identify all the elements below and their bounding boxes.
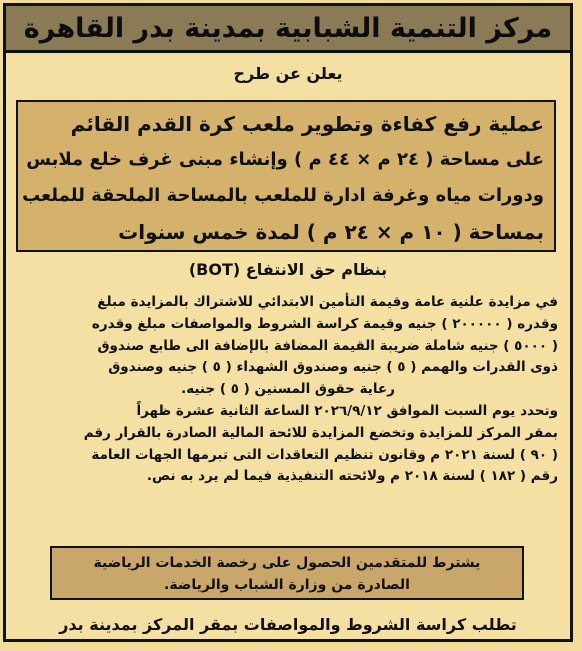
details-line: رقم ( ١٨٢ ) لسنة ٢٠١٨ م ولائحته التنفيذية فيما لم يرد به نص. — [146, 468, 558, 485]
details-line: وتحدد يوم السبت الموافق ٢٠٢٦/٩/١٢ الساعة الثانية عشرة ظهراً — [136, 402, 558, 419]
condition-line: يشترط للمتقدمين الحصول على رخصة الخدمات الرياضية — [93, 555, 481, 571]
details-line: وقدره ( ٢٠٠٠٠٠ ) جنيه وقيمة كراسة الشروط والمواصفات مبلغ وقدره — [91, 315, 558, 332]
condition-line: الصادرة من وزارة الشباب والرياضة. — [164, 577, 410, 593]
details-line: ( ٩٠ ) لسنة ٢٠٢١ م وقانون تنظيم التعاقدات التى تبرمها الجهات العامة — [91, 446, 558, 463]
footer-note: تطلب كراسة الشروط والمواصفات بمقر المركز بمدينة بدر — [59, 615, 517, 634]
contract-system: بنظام حق الانتفاع (BOT) — [188, 260, 388, 279]
details-line: ( ٥٠٠٠ ) جنيه شاملة ضريبة القيمة المضافة بالإضافة الى طابع صندوق — [97, 337, 558, 354]
details-line: رعاية حقوق المسنين ( ٥ ) جنيه. — [181, 381, 395, 398]
subject-line: عملية رفع كفاءة وتطوير ملعب كرة القدم القائم — [70, 112, 544, 136]
details-line: في مزايدة علنية عامة وقيمة التأمين الابتدائي للاشتراك بالمزايدة مبلغ — [97, 294, 558, 310]
advertisement — [3, 3, 573, 642]
subject-line: بمساحة ( ١٠ م × ٢٤ م ) لمدة خمس سنوات — [118, 220, 544, 244]
details-line: ذوى القدرات والهمم ( ٥ ) جنيه وصندوق الشهداء ( ٥ ) جنيه وصندوق — [108, 359, 558, 376]
subject-line: على مساحة ( ٢٤ م × ٤٤ م ) وإنشاء مبنى غرف خلع ملابس — [26, 149, 544, 170]
center-name: مركز التنمية الشبابية بمدينة بدر القاهرة — [23, 12, 553, 44]
ad-header — [6, 6, 570, 53]
tender-details — [18, 292, 558, 488]
details-line: بمقر المركز للمزايدة وتخضع المزايدة للائحة المالية الصادرة بالقرار رقم — [83, 424, 558, 441]
tender-subject-box — [16, 100, 556, 252]
condition-box — [50, 546, 524, 600]
subject-line: ودورات مياه وغرفة ادارة للملعب بالمساحة الملحقة للملعب — [22, 185, 544, 206]
announcement-line: يعلن عن طرح — [233, 64, 343, 83]
